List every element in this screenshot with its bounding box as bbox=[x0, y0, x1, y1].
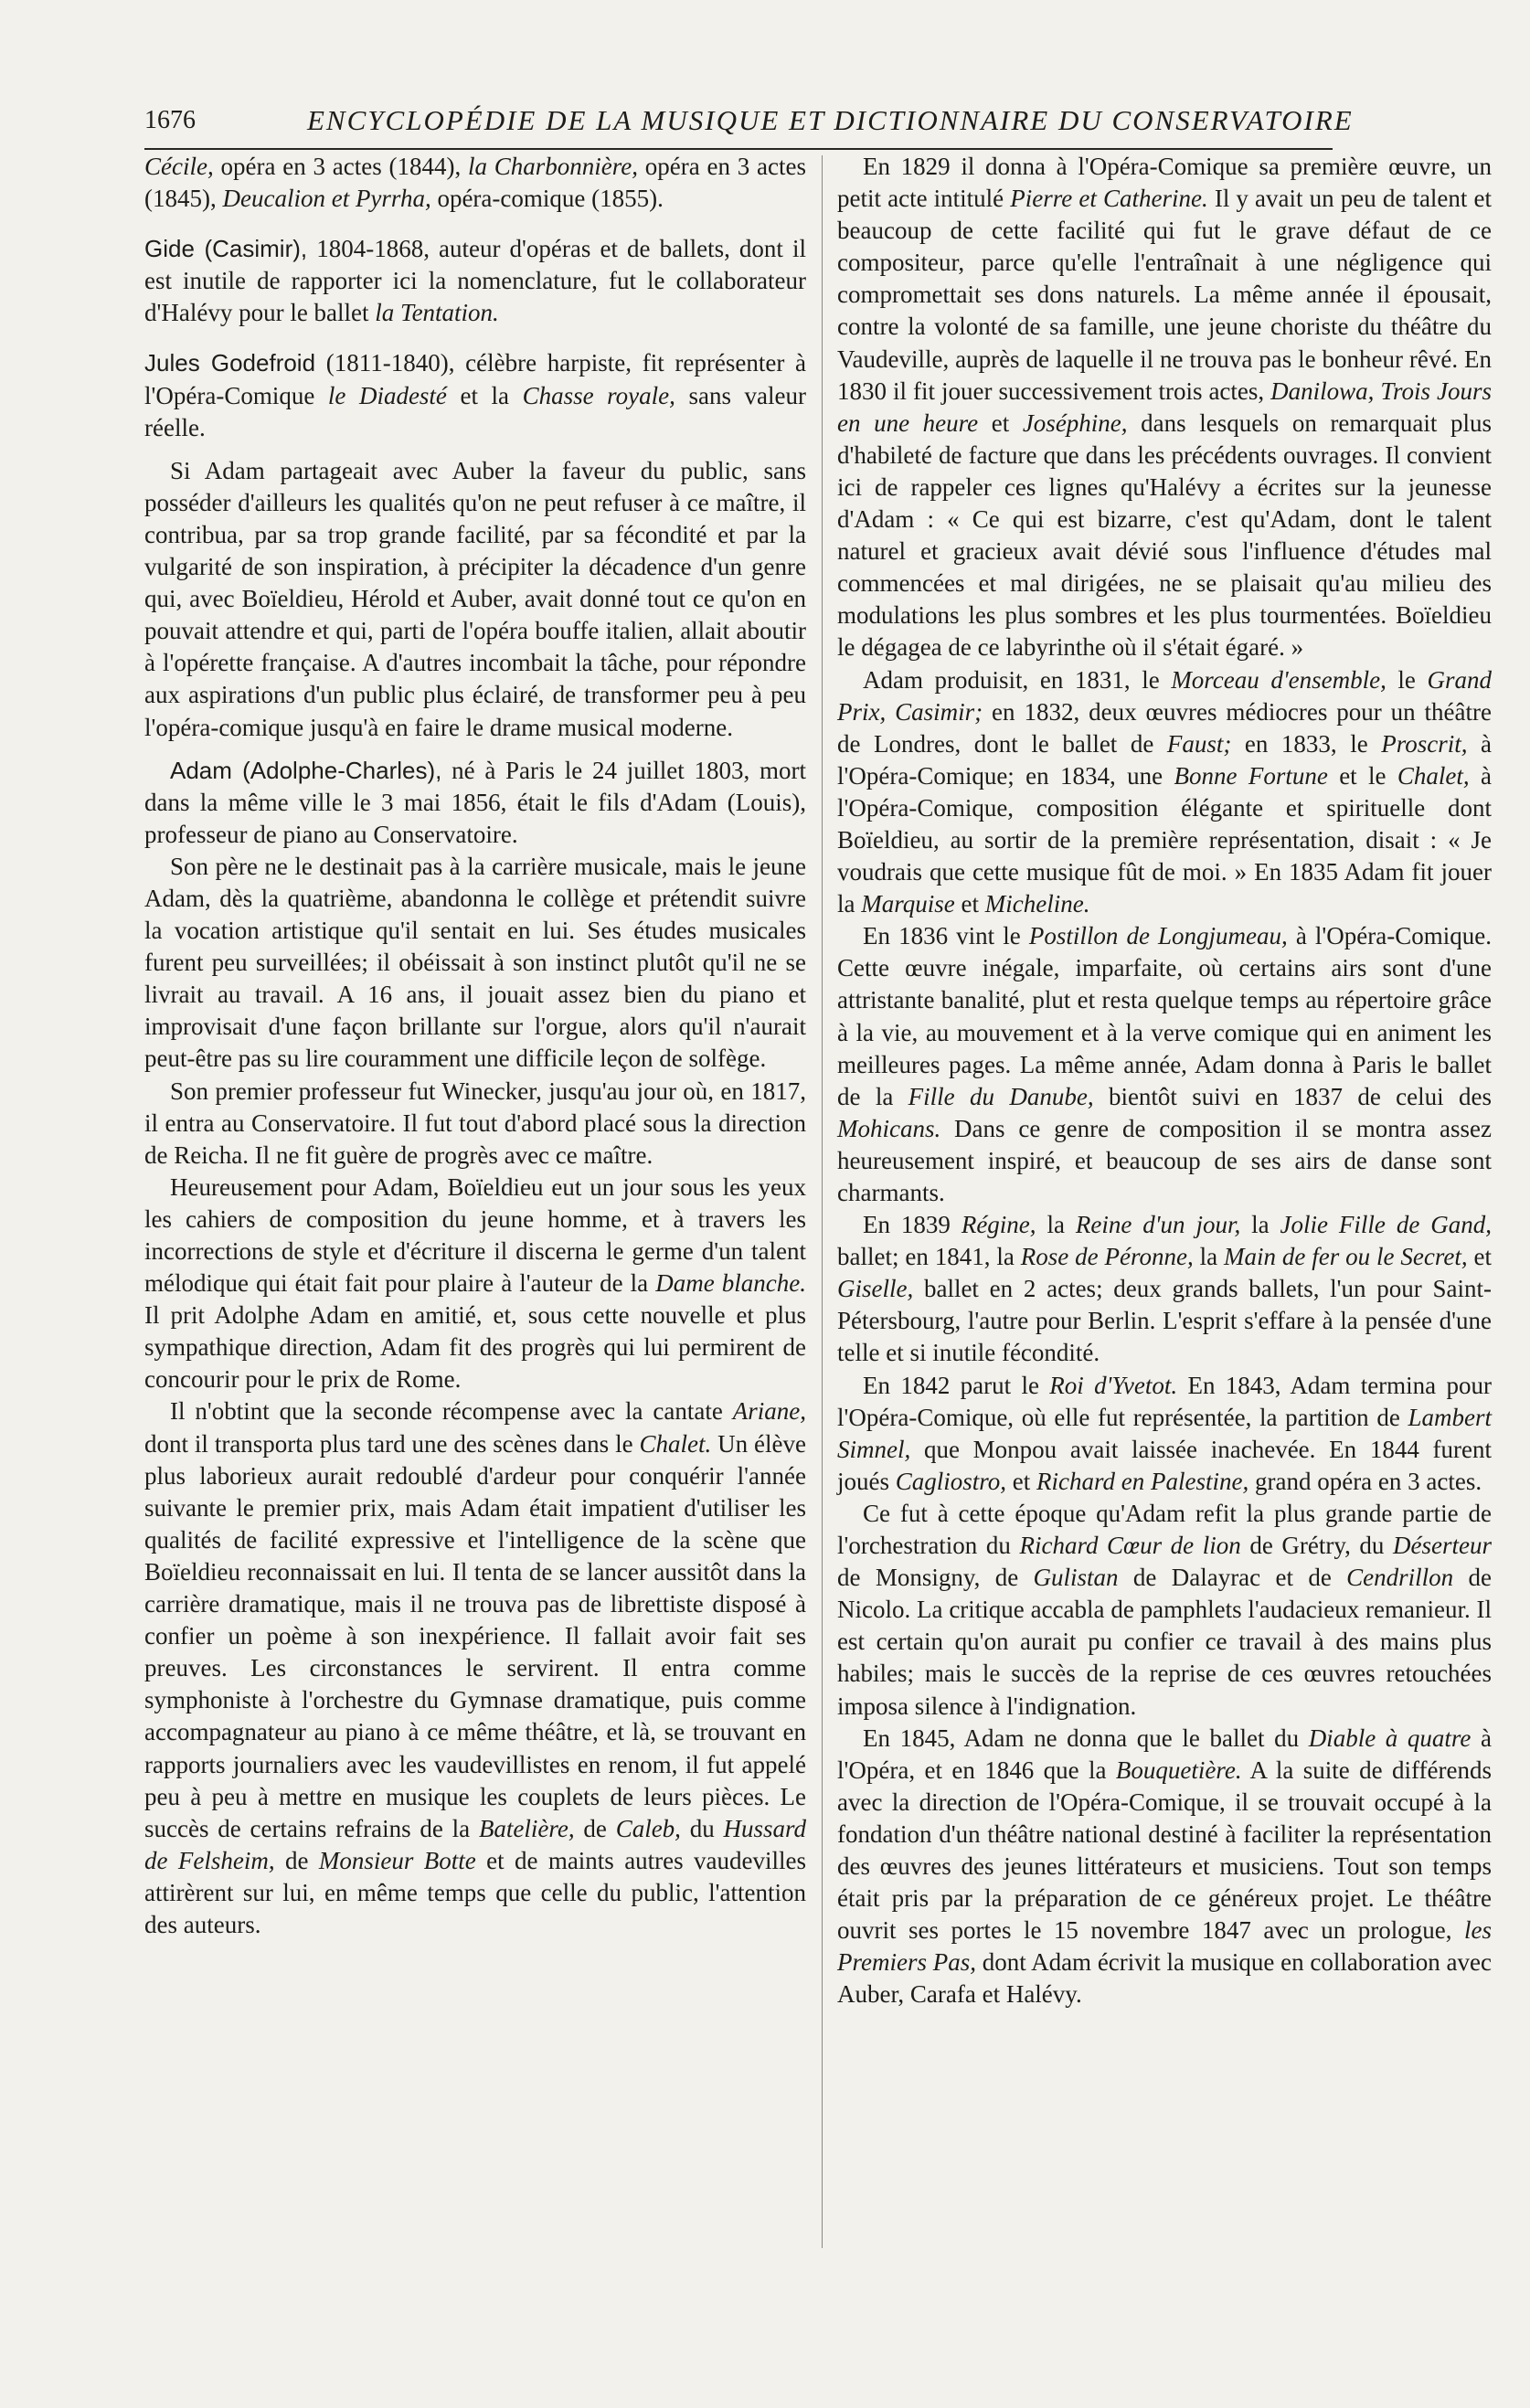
text-run: et bbox=[978, 408, 1023, 437]
text-run: à l'Opéra-Comique, composition élégante et spirituelle dont Boïeldieu, au sortir de la première représentation, disait : « Je voudrais que cette musique fût de moi. » En 1835 Adam fit jouer la bbox=[837, 761, 1493, 918]
text-run: En 1845, Adam ne donna que le ballet du bbox=[863, 1724, 1309, 1752]
work-title: Chasse royale, bbox=[522, 381, 675, 409]
page-header bbox=[144, 101, 1354, 150]
column-divider bbox=[822, 155, 823, 2248]
work-title: Régine, bbox=[961, 1211, 1036, 1239]
text-run: à l'Opéra, et en 1846 que la bbox=[837, 1724, 1493, 1784]
text-run: sans valeur réelle. bbox=[144, 381, 806, 441]
paragraph bbox=[837, 1723, 1492, 2011]
work-title: Richard en Palestine, bbox=[1036, 1467, 1249, 1495]
text-run: Si Adam partageait avec Auber la faveur du public, sans posséder d'ailleurs les qualités qu'on ne peut refuser à ce maître, il contribua, par sa trop grande facilité, par sa fécondité et par la vulgarité de son inspiration, à précipiter la décadence d'un genre qui, avec Boïeldieu, Hérold et Auber, avait donné tout ce qu'on en pouvait attendre et qui, parti de l'opéra bouffe italien, allait aboutir à l'opérette française. A d'autres incombait la tâche, pour répondre aux aspirations d'un public plus éclairé, de transformer peu à peu l'opéra-comique jusqu'à en faire le drame musical moderne. bbox=[144, 456, 806, 741]
work-title: Dame blanche. bbox=[655, 1269, 806, 1298]
text-run: opéra en 3 actes (1844), bbox=[213, 153, 468, 180]
text-run: Adam produisit, en 1831, le bbox=[863, 665, 1172, 694]
paragraph bbox=[144, 851, 806, 1076]
paragraph bbox=[837, 1498, 1492, 1723]
work-title: Cendrillon bbox=[1346, 1564, 1454, 1592]
work-title: Rose de Péronne, bbox=[1020, 1243, 1194, 1271]
work-title: Faust; bbox=[1166, 729, 1232, 758]
text-run: Il y avait un peu de talent et beaucoup de cette facilité qui fut le grave défaut de ce compositeur, parce qu'elle l'entraînait à une négligence qui compromettait ses dons naturels. La même année il épousait, contre la volonté de sa famille, une jeune choriste du théâtre du Vaudeville, auprès de laquelle il ne trouva pas le bonheur rêvé. En 1830 il fit jouer successivement trois actes, bbox=[837, 185, 1493, 405]
right-text-column bbox=[837, 151, 1492, 2010]
text-run: à l'Opéra-Comique; en 1834, une bbox=[837, 729, 1492, 790]
text-run: le bbox=[1386, 665, 1428, 694]
paragraph bbox=[144, 233, 806, 329]
work-title: Roi d'Yvetot. bbox=[1049, 1371, 1178, 1399]
left-text-column bbox=[144, 151, 806, 1941]
text-run: la bbox=[1193, 1243, 1224, 1271]
work-title: Danilowa, Trois Jours en une heure bbox=[837, 377, 1492, 437]
paragraph bbox=[837, 664, 1492, 921]
work-title: Main de fer ou le Secret, bbox=[1223, 1243, 1468, 1271]
text-run: de Nicolo. La critique accabla de pamphlets l'audacieux remanieur. Il est certain qu'on aurait pu confier ce travail à des mains plus habiles; mais le succès de la reprise de ces œuvres retouchées imposa silence à l'indignation. bbox=[837, 1564, 1493, 1720]
text-run: de Dalayrac et de bbox=[1118, 1564, 1347, 1592]
work-title: Marquise bbox=[861, 890, 955, 918]
text-run: dont il transporta plus tard une des scènes dans le bbox=[144, 1429, 640, 1458]
paragraph bbox=[144, 455, 806, 744]
running-title: ENCYCLOPÉDIE DE LA MUSIQUE ET DICTIONNAIRE DU CONSERVATOIRE bbox=[307, 104, 1354, 136]
paragraph bbox=[837, 151, 1492, 664]
text-run: né à Paris le 24 juillet 1803, mort dans la même ville le 3 mai 1856, était le fils d'Adam (Louis), professeur de piano au Conservatoire. bbox=[144, 756, 806, 848]
work-title: Deucalion et Pyrrha, bbox=[222, 185, 431, 213]
work-title: Monsieur Botte bbox=[318, 1846, 476, 1874]
text-run: En 1842 parut le bbox=[863, 1371, 1050, 1399]
text-run: de bbox=[574, 1814, 616, 1842]
text-run: de Grétry, du bbox=[1240, 1532, 1394, 1560]
paragraph bbox=[144, 347, 806, 443]
text-run: dont Adam écrivit la musique en collaboration avec Auber, Carafa et Halévy. bbox=[837, 1948, 1493, 2009]
text-run: En 1829 il donna à l'Opéra-Comique sa première œuvre, un petit acte intitulé bbox=[837, 153, 1492, 213]
text-run: que Monpou avait laissée inachevée. En 1844 furent joués bbox=[837, 1435, 1492, 1495]
paragraph bbox=[144, 1076, 806, 1172]
paragraph bbox=[837, 920, 1492, 1209]
work-title: Jolie Fille de Gand, bbox=[1280, 1211, 1492, 1239]
text-run: Ce fut à cette époque qu'Adam refit la plus grande partie de l'orchestration du bbox=[837, 1499, 1492, 1560]
work-title: Chalet. bbox=[639, 1429, 712, 1458]
text-run: en 1832, deux œuvres médiocres pour un théâtre de Londres, dont le ballet de bbox=[837, 697, 1492, 758]
text-run: En 1839 bbox=[863, 1211, 962, 1239]
text-run: et bbox=[954, 890, 985, 918]
work-title: Bonne Fortune bbox=[1174, 761, 1328, 790]
text-run: la bbox=[1036, 1211, 1076, 1239]
work-title: Mohicans. bbox=[837, 1114, 941, 1142]
text-run: En 1843, Adam termina pour l'Opéra-Comique, où elle fut représentée, la partition de bbox=[837, 1371, 1492, 1431]
work-title: Caleb, bbox=[615, 1814, 681, 1842]
work-title: Fille du Danube, bbox=[908, 1082, 1094, 1110]
work-title: Hussard de Felsheim, bbox=[144, 1814, 807, 1874]
text-run: Son père ne le destinait pas à la carrière musicale, mais le jeune Adam, dès la quatrième, abandonna le collège et prétendit suivre la vocation artistique qu'il sentait en lui. Ses études musicales furent peu surveillées; il obéissait à son instinct plutôt qu'il ne se livrait au travail. A 16 ans, il jouait assez bien du piano et improvisait d'une façon brillante sur l'orgue, alors qu'il n'aurait peut-être pas su lire couramment une difficile leçon de solfège. bbox=[144, 852, 806, 1073]
paragraph bbox=[144, 755, 806, 851]
text-run: opéra-comique (1855). bbox=[430, 185, 664, 213]
work-title: la Charbonnière, bbox=[467, 153, 638, 180]
text-run: A la suite de différends avec la direction de l'Opéra-Comique, il se trouvait occupé à la fondation d'un théâtre national destiné à faciliter la représentation des œuvres des jeunes littérateurs et musiciens. Tout son temps était pris par la préparation de ce généreux projet. Le théâtre ouvrit ses portes le 15 novembre 1847 avec un prologue, bbox=[837, 1756, 1492, 1945]
text-run: de bbox=[274, 1846, 319, 1874]
text-run: Un élève plus laborieux aurait redoublé d'ardeur pour conquérir l'année suivante le premier prix, mais Adam était impatient d'utiliser les qualités de facilité expressive et l'intelligence de la scène que Boïeldieu reconnaissait en lui. Il tenta de se lancer aussitôt dans la carrière dramatique, mais il ne trouva pas de librettiste disposé à confier un poème à son inexpérience. Il fallait avoir fait ses preuves. Les circonstances le servirent. Il entra comme symphoniste à l'orchestre du Gymnase dramatique, puis comme accompagnateur au piano à ce même théâtre, et là, se trouvant en rapports journaliers avec les vaudevillistes en renom, il fut appelé peu à peu à mettre en musique les couplets de leurs pièces. Le succès de certains refrains de la bbox=[144, 1429, 807, 1842]
work-title: Lambert Simnel, bbox=[837, 1403, 1492, 1463]
work-title: Grand Prix, Casimir; bbox=[837, 665, 1492, 726]
text-run: Il prit Adolphe Adam en amitié, et, sous cette nouvelle et plus sympathique direction, Adam fit des progrès qui lui permirent de concourir pour le prix de Rome. bbox=[144, 1301, 806, 1394]
text-run: Heureusement pour Adam, Boïeldieu eut un jour sous les yeux les cahiers de composition du jeune homme, et à travers les incorrections de style et d'écriture il discerna le germe d'un talent mélodique qui était fait pour plaire à l'auteur de la bbox=[144, 1172, 806, 1298]
work-title: Micheline. bbox=[984, 890, 1090, 918]
entry-name: Adam (Adolphe-Charles), bbox=[170, 756, 442, 784]
work-title: Richard Cœur de lion bbox=[1019, 1532, 1241, 1560]
text-run: et de maints autres vaudevilles attirèrent sur lui, en même temps que celle du public, l'attention des auteurs. bbox=[144, 1846, 807, 1938]
text-run: de Monsigny, de bbox=[837, 1564, 1034, 1592]
text-run: du bbox=[680, 1814, 724, 1842]
text-run: 1804-1868, auteur d'opéras et de ballets, dont il est inutile de rapporter ici la nomenclature, fut le collaborateur d'Halévy pour le ballet bbox=[144, 235, 806, 327]
text-run: Son premier professeur fut Winecker, jusqu'au jour où, en 1817, il entra au Conservatoire. Il fut tout d'abord placé sous la direction de Reicha. Il ne fit guère de progrès avec ce maître. bbox=[144, 1077, 806, 1169]
work-title: Déserteur bbox=[1393, 1532, 1492, 1560]
text-run: à l'Opéra-Comique. Cette œuvre inégale, imparfaite, où certains airs sont d'une attristante banalité, plut et resta quelque temps au répertoire grâce à la vie, au mouvement et à la verve comique qui en animent les meilleures pages. La même année, Adam donna à Paris le ballet de la bbox=[837, 922, 1492, 1110]
work-title: le Diadesté bbox=[327, 381, 447, 409]
work-title: Gulistan bbox=[1033, 1564, 1119, 1592]
work-title: Cécile, bbox=[144, 153, 214, 180]
work-title: Pierre et Catherine. bbox=[1010, 185, 1208, 213]
work-title: Joséphine, bbox=[1022, 408, 1128, 437]
text-run: ballet; en 1841, la bbox=[837, 1243, 1021, 1271]
work-title: Chalet, bbox=[1397, 761, 1470, 790]
work-title: Ariane, bbox=[732, 1397, 806, 1426]
text-run: dans lesquels on remarquait plus d'habileté de facture que dans les précédents ouvrages. Il convient ici de rappeler ces lignes qu'Halévy a écrites sur la jeunesse d'Adam : « Ce qui est bizarre, c'est qu'Adam, dont le talent naturel et gracieux avait dévié sous l'influence d'études mal commencées et mal dirigées, ne se plaisait qu'au milieu des modulations les plus sombres et les plus tourmentées. Boïeldieu le dégagea de ce labyrinthe où il s'était égaré. » bbox=[837, 408, 1492, 662]
work-title: Diable à quatre bbox=[1308, 1724, 1472, 1752]
work-title: Bouquetière. bbox=[1115, 1756, 1242, 1784]
work-title: Reine d'un jour, bbox=[1075, 1211, 1241, 1239]
text-run: en 1833, le bbox=[1231, 729, 1382, 758]
work-title: Batelière, bbox=[478, 1814, 575, 1842]
work-title: Giselle, bbox=[837, 1275, 914, 1303]
work-title: les Premiers Pas, bbox=[837, 1916, 1492, 1977]
work-title: la Tentation. bbox=[375, 299, 499, 327]
text-run: et bbox=[1006, 1467, 1037, 1495]
text-run: et le bbox=[1327, 761, 1397, 790]
text-run: grand opéra en 3 actes. bbox=[1248, 1467, 1482, 1495]
text-run: et la bbox=[446, 381, 523, 409]
paragraph bbox=[837, 1370, 1492, 1498]
entry-name: Jules Godefroid bbox=[144, 349, 316, 377]
entry-name: Gide (Casimir), bbox=[144, 235, 308, 263]
work-title: Proscrit, bbox=[1381, 729, 1468, 758]
paragraph bbox=[144, 1172, 806, 1396]
text-run: opéra en 3 actes (1845), bbox=[144, 153, 806, 213]
paragraph bbox=[837, 1209, 1492, 1369]
work-title: Morceau d'ensemble, bbox=[1171, 665, 1387, 694]
text-run: ballet en 2 actes; deux grands ballets, l'un pour Saint-Pétersbourg, l'autre pour Berlin. L'esprit s'effare à la pensée d'une telle et si inutile fécondité. bbox=[837, 1275, 1492, 1367]
work-title: Postillon de Longjumeau, bbox=[1028, 922, 1288, 950]
text-run: bientôt suivi en 1837 de celui des bbox=[1093, 1082, 1492, 1110]
text-run: Dans ce genre de composition il se montra assez heureusement inspiré, et beaucoup de ses airs de danse sont charmants. bbox=[837, 1114, 1492, 1206]
page-number: 1676 bbox=[144, 106, 196, 134]
work-title: Cagliostro, bbox=[895, 1467, 1007, 1495]
text-run: (1811-1840), célèbre harpiste, fit représenter à l'Opéra-Comique bbox=[144, 349, 807, 409]
paragraph bbox=[144, 151, 806, 215]
text-run: En 1836 vint le bbox=[863, 922, 1029, 950]
text-run: et bbox=[1467, 1243, 1492, 1271]
text-run: Il n'obtint que la seconde récompense avec la cantate bbox=[170, 1397, 733, 1426]
text-run: la bbox=[1240, 1211, 1280, 1239]
paragraph bbox=[144, 1395, 806, 1941]
